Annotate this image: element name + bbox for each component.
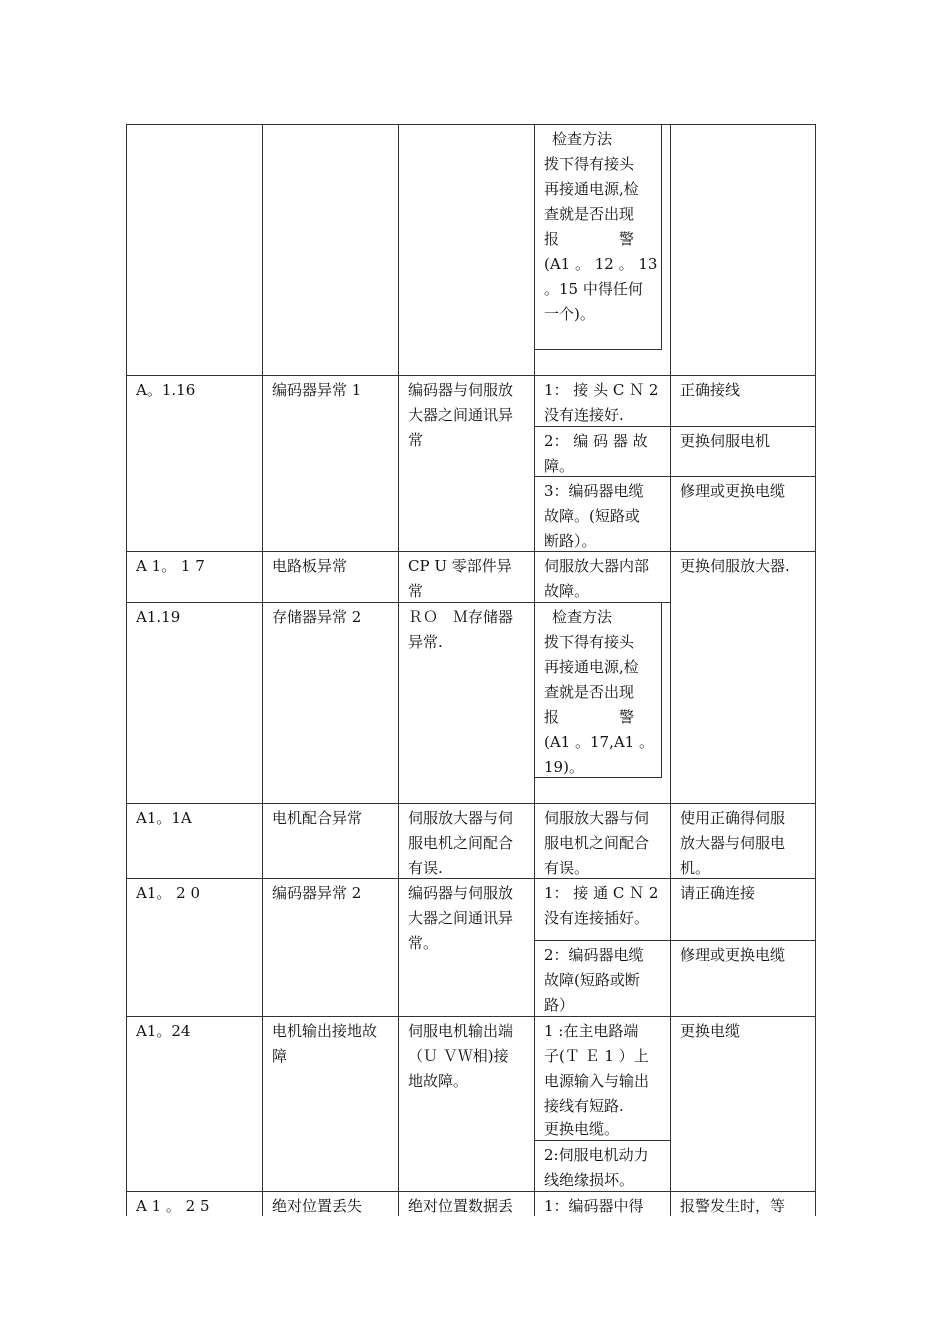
alarm-description: 大器之间通讯异 (408, 406, 514, 424)
alarm-name: 电路板异常 (272, 557, 348, 575)
alarm-description: 编码器与伺服放 (408, 381, 514, 399)
check-method-line: 查就是否出现 (544, 205, 635, 223)
cause-text: 故障。 (544, 582, 590, 600)
alarm-code: A1。 2 0 (136, 884, 200, 902)
alarm-description: 伺服放大器与伺 (408, 809, 514, 827)
cause-text: 1： 接 通 C Ｎ 2 (544, 884, 659, 902)
table-rule (815, 124, 816, 1216)
check-method-title: 检查方法 (552, 608, 613, 626)
alarm-name: 电机配合异常 (272, 809, 363, 827)
table-rule (126, 878, 816, 879)
alarm-description: 绝对位置数据丢 (408, 1197, 514, 1215)
remedy-text: 修理或更换电缆 (680, 482, 786, 500)
table-rule (262, 124, 263, 1216)
alarm-description: 有误. (408, 859, 443, 877)
remedy-text: 更换伺服放大器. (680, 557, 790, 575)
check-method-line: 。15 中得任何 (544, 280, 643, 298)
alarm-description: 编码器与伺服放 (408, 884, 514, 902)
check-method-title: 检查方法 (552, 130, 613, 148)
cause-text: 没有连接插好。 (544, 909, 650, 927)
alarm-name: 障 (272, 1047, 288, 1065)
alarm-description: 大器之间通讯异 (408, 909, 514, 927)
alarm-description: 常 (408, 582, 424, 600)
cause-text: 断路）。 (544, 532, 597, 550)
alarm-code: A 1。 1 7 (136, 557, 205, 575)
table-rule (126, 1016, 816, 1017)
cause-text: 更换电缆。 (544, 1120, 620, 1138)
cause-text: 障。 (544, 457, 575, 475)
table-rule (126, 124, 816, 125)
cause-text: 2：编码器电缆 (544, 946, 644, 964)
cause-text: 伺服放大器内部 (544, 557, 650, 575)
cause-text: 1 :在主电路端 (544, 1022, 639, 1040)
remedy-text: 机。 (680, 859, 711, 877)
cause-text: 2： 编 码 器 故 (544, 432, 648, 450)
remedy-text: 正确接线 (680, 381, 741, 399)
alarm-description: 地故障。 (408, 1072, 469, 1090)
cause-text: 子(Ｔ Ｅ 1 ）上 (544, 1047, 649, 1065)
alarm-name: 绝对位置丢失 (272, 1197, 363, 1215)
cause-text: 故障(短路或断 (544, 971, 640, 989)
remedy-text: 放大器与伺服电 (680, 834, 786, 852)
cause-text: 1：编码器中得 (544, 1197, 644, 1215)
alarm-code: A1。1A (136, 809, 192, 827)
check-method-line: (A1 。 12 。 13 (544, 255, 658, 273)
cause-text: 路） (544, 996, 575, 1014)
cause-text: 1： 接 头 C Ｎ 2 (544, 381, 659, 399)
check-method-line: 再接通电源,检 (544, 658, 639, 676)
cause-text: 有误。 (544, 859, 590, 877)
alarm-code: A。1.16 (136, 381, 196, 399)
check-method-line: 再接通电源,检 (544, 180, 639, 198)
check-method-line: 报 警 (544, 708, 635, 726)
check-method-line: 查就是否出现 (544, 683, 635, 701)
alarm-description: ＲＯ Ｍ存储器 (408, 608, 514, 626)
alarm-code: A1.19 (136, 608, 181, 626)
alarm-description: 常。 (408, 934, 439, 952)
check-method-line: 19)。 (544, 758, 584, 776)
remedy-text: 报警发生时，等 (680, 1197, 786, 1215)
cause-text: 没有连接好. (544, 406, 624, 424)
check-method-line: 一个)。 (544, 305, 595, 323)
alarm-description: （Ｕ ＶＷ相)接 (408, 1047, 509, 1065)
alarm-name: 存储器异常 2 (272, 608, 362, 626)
table-rule (534, 476, 816, 477)
remedy-text: 使用正确得伺服 (680, 809, 786, 827)
cause-text: 接线有短路. (544, 1097, 624, 1115)
alarm-description: 服电机之间配合 (408, 834, 514, 852)
table-rule (126, 375, 816, 376)
alarm-description: 常 (408, 431, 424, 449)
table-rule (126, 124, 127, 1216)
cause-text: 伺服放大器与伺 (544, 809, 650, 827)
check-method-line: 报 警 (544, 230, 635, 248)
remedy-text: 请正确连接 (680, 884, 756, 902)
table-rule (534, 940, 816, 941)
alarm-code: A1。24 (136, 1022, 191, 1040)
cause-text: 线绝缘损坏。 (544, 1171, 635, 1189)
table-rule (126, 1191, 816, 1192)
alarm-description: 异常. (408, 633, 443, 651)
alarm-description: CP U 零部件异 (408, 557, 512, 575)
alarm-name: 电机输出接地故 (272, 1022, 378, 1040)
table-rule (126, 803, 816, 804)
table-rule (670, 124, 671, 1216)
remedy-text: 修理或更换电缆 (680, 946, 786, 964)
cause-text: 故障。(短路或 (544, 507, 640, 525)
cause-text: 电源输入与输出 (544, 1072, 650, 1090)
check-method-line: 拨下得有接头 (544, 633, 635, 651)
cause-text: 3：编码器电缆 (544, 482, 644, 500)
check-method-line: 拨下得有接头 (544, 155, 635, 173)
remedy-text: 更换电缆 (680, 1022, 741, 1040)
table-rule (126, 551, 816, 552)
alarm-code: A 1 。 2 5 (136, 1197, 210, 1215)
check-method-line: (A1 。17,A1 。 (544, 733, 654, 751)
remedy-text: 更换伺服电机 (680, 432, 771, 450)
table-rule (398, 124, 399, 1216)
alarm-description: 伺服电机输出端 (408, 1022, 514, 1040)
cause-text: 2:伺服电机动力 (544, 1146, 649, 1164)
cause-text: 服电机之间配合 (544, 834, 650, 852)
alarm-name: 编码器异常 2 (272, 884, 362, 902)
alarm-name: 编码器异常 1 (272, 381, 362, 399)
